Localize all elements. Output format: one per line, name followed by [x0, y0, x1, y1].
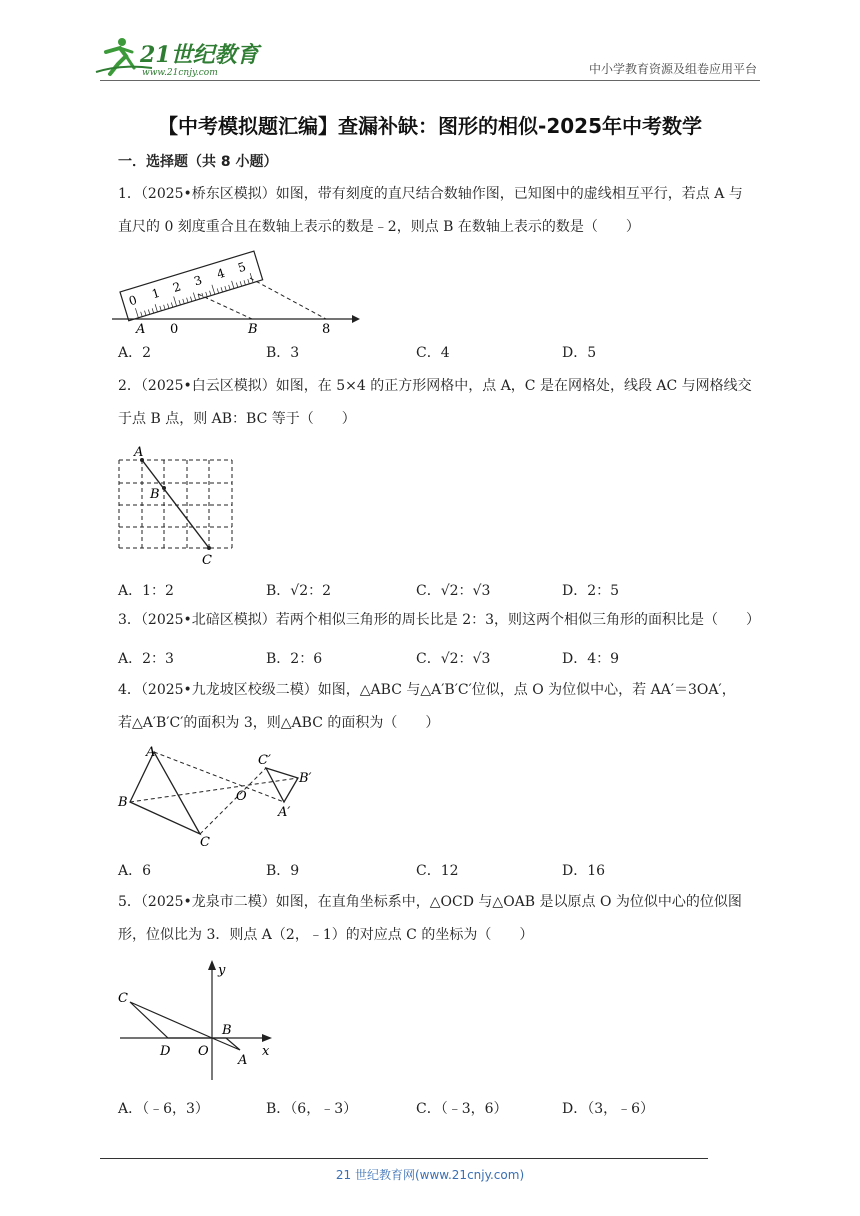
option-b[interactable]: B．2：6 [266, 651, 323, 667]
triangle-label-a: A [146, 745, 156, 760]
ruler-label-4: 4 [215, 265, 227, 282]
option-a[interactable]: A．2：3 [118, 651, 174, 667]
option-a[interactable]: A．2 [118, 345, 152, 361]
site-logo [92, 34, 262, 78]
question-2 [118, 370, 758, 436]
option-d[interactable]: D．5 [562, 345, 597, 361]
point-label-d: D [160, 1044, 171, 1059]
question-2-line2: 于点 B 点，则 AB：BC 等于（ ） [118, 411, 356, 427]
question-5-line2: 形，位似比为 3．则点 A（2，﹣1）的对应点 C 的坐标为（ ） [118, 927, 534, 943]
triangle-label-b: B [118, 795, 128, 810]
option-a[interactable]: A．6 [118, 863, 152, 879]
grid-label-c: C [202, 553, 212, 568]
question-4-options [118, 860, 758, 880]
question-4 [118, 674, 758, 740]
triangle-label-c: C [200, 835, 210, 848]
question-2-line1: 2．（2025•白云区模拟）如图，在 5×4 的正方形网格中，点 A，C 是在网格处，线段 AC 与网格线交 [118, 378, 752, 394]
question-3-options [118, 648, 758, 668]
question-3-line1: 3．（2025•北碚区模拟）若两个相似三角形的周长比是 2：3，则这两个相似三角形的面积比是（ ） [118, 612, 761, 628]
number-line-label-b: B [248, 322, 258, 336]
origin-label-o: O [198, 1044, 209, 1059]
question-1 [118, 178, 758, 244]
ruler-label-1: 1 [150, 285, 162, 302]
grid-label-b: B [150, 487, 160, 502]
point-label-a: A [238, 1053, 248, 1068]
question-4-line2: 若△A′B′C′的面积为 3，则△ABC 的面积为（ ） [118, 715, 440, 731]
header-divider [100, 80, 760, 81]
grid-label-a: A [134, 445, 144, 460]
section-heading: 一．选择题（共 8 小题） [118, 154, 278, 170]
axis-label-y: y [218, 963, 226, 978]
option-a[interactable]: A．1：2 [118, 583, 174, 599]
option-c[interactable]: C．4 [416, 345, 450, 361]
option-c[interactable]: C．√2：√3 [416, 651, 491, 667]
footer-divider [100, 1158, 708, 1159]
point-label-b: B [222, 1023, 232, 1038]
logo-text: 21世纪教育 [140, 42, 259, 68]
option-c[interactable]: C．√2：√3 [416, 583, 491, 599]
question-5-options [118, 1098, 758, 1118]
ruler-label-5: 5 [236, 259, 248, 276]
footer-link[interactable]: 21 世纪教育网(www.21cnjy.com) [335, 1168, 525, 1182]
question-4-figure [112, 738, 322, 848]
question-3 [118, 604, 761, 637]
question-2-figure [112, 440, 242, 570]
triangle-label-a-prime: A′ [278, 805, 291, 820]
page-title: 【中考模拟题汇编】查漏补缺：图形的相似-2025年中考数学 [158, 114, 702, 138]
question-1-line1: 1．（2025•桥东区模拟）如图，带有刻度的直尺结合数轴作图，已知图中的虚线相互平行，若点 A 与 [118, 186, 743, 202]
option-a[interactable]: A．（﹣6，3） [118, 1101, 209, 1117]
ruler-label-0: 0 [127, 292, 139, 309]
option-c[interactable]: C．（﹣3，6） [416, 1101, 508, 1117]
triangle-label-c-prime: C′ [258, 753, 271, 768]
option-b[interactable]: B．3 [266, 345, 300, 361]
question-5-figure [112, 958, 282, 1084]
number-line-label-8: 8 [322, 322, 331, 336]
question-2-options [118, 580, 758, 600]
option-b[interactable]: B．√2：2 [266, 583, 332, 599]
option-d[interactable]: D．2：5 [562, 583, 620, 599]
question-4-line1: 4．（2025•九龙坡区校级二模）如图，△ABC 与△A′B′C′位似，点 O 为位似中心，若 AA′＝3OA′， [118, 682, 736, 698]
number-line-label-0: 0 [170, 322, 179, 336]
option-d[interactable]: D．（3，﹣6） [562, 1101, 655, 1117]
question-1-line2: 直尺的 0 刻度重合且在数轴上表示的数是﹣2，则点 B 在数轴上表示的数是（ ） [118, 219, 640, 235]
question-1-figure [112, 240, 362, 336]
option-d[interactable]: D．16 [562, 863, 606, 879]
ruler-label-3: 3 [192, 272, 204, 289]
axis-label-x: x [262, 1044, 270, 1059]
option-b[interactable]: B．9 [266, 863, 300, 879]
header-platform-text: 中小学教育资源及组卷应用平台 [588, 62, 757, 76]
question-5 [118, 886, 758, 952]
question-5-line1: 5．（2025•龙泉市二模）如图，在直角坐标系中，△OCD 与△OAB 是以原点 O 为位似中心的位似图 [118, 894, 742, 910]
ruler-label-2: 2 [171, 279, 183, 295]
question-1-options [118, 342, 758, 362]
center-label-o: O [236, 789, 247, 804]
point-label-c: C [118, 991, 128, 1006]
number-line-label-a: A [136, 322, 146, 336]
triangle-label-b-prime: B′ [299, 771, 312, 786]
option-d[interactable]: D．4：9 [562, 651, 620, 667]
option-c[interactable]: C．12 [416, 863, 459, 879]
option-b[interactable]: B．（6，﹣3） [266, 1101, 358, 1117]
logo-url: www.21cnjy.com [142, 68, 218, 78]
